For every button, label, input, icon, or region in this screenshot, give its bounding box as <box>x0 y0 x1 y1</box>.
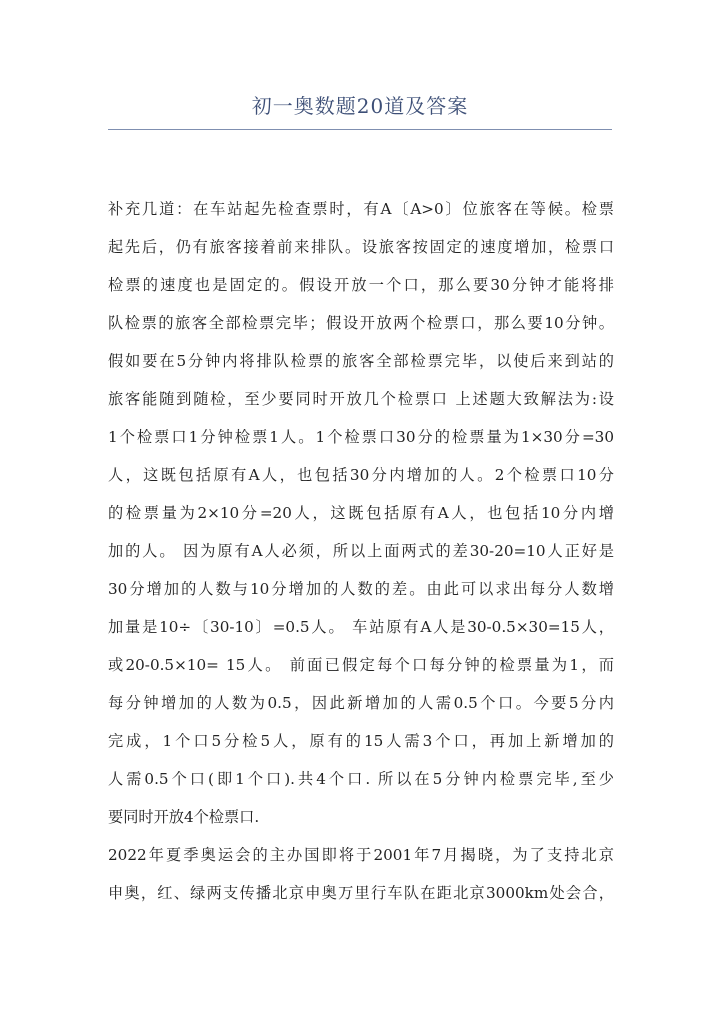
document-title: 初一奥数题20道及答案 <box>251 94 469 118</box>
title-divider <box>108 129 612 130</box>
text-line: 起先后，仍有旅客接着前来排队。设旅客按固定的速度增加，检票口 <box>108 238 614 256</box>
text-line: 加的人。 因为原有A人必须，所以上面两式的差30-20=10人正好是 <box>108 542 614 560</box>
text-line: 每分钟增加的人数为0.5，因此新增加的人需0.5个口。今要5分内 <box>108 694 614 712</box>
text-line: 队检票的旅客全部检票完毕；假设开放两个检票口，那么要10分钟。 <box>108 314 614 332</box>
text-line: 30分增加的人数与10分增加的人数的差。由此可以求出每分人数增 <box>108 580 614 598</box>
document-body <box>108 190 614 912</box>
text-line: 加量是10÷〔30-10〕=0.5人。 车站原有A人是30-0.5×30=15人， <box>108 618 614 636</box>
text-line: 人，这既包括原有A人，也包括30分内增加的人。2个检票口10分 <box>108 466 614 484</box>
text-line: 人需0.5个口(即1个口).共4个口. 所以在5分钟内检票完毕,至少 <box>108 770 614 788</box>
text-line: 申奥，红、绿两支传播北京申奥万里行车队在距北京3000km处会合， <box>108 884 614 902</box>
text-line: 检票的速度也是固定的。假设开放一个口，那么要30分钟才能将排 <box>108 276 614 294</box>
text-line: 完成，1个口5分检5人，原有的15人需3个口，再加上新增加的 <box>108 732 614 750</box>
text-line: 补充几道：在车站起先检查票时，有A〔A>0〕位旅客在等候。检票 <box>108 200 614 218</box>
text-line: 假如要在5分钟内将排队检票的旅客全部检票完毕，以使后来到站的 <box>108 352 614 370</box>
text-line: 2022年夏季奥运会的主办国即将于2001年7月揭晓，为了支持北京 <box>108 846 614 864</box>
text-line: 或20-0.5×10= 15人。 前面已假定每个口每分钟的检票量为1，而 <box>108 656 614 674</box>
text-line: 1个检票口1分钟检票1人。1个检票口30分的检票量为1×30分=30 <box>108 428 614 446</box>
text-line: 的检票量为2×10分=20人，这既包括原有A人，也包括10分内增 <box>108 504 614 522</box>
text-line: 旅客能随到随检，至少要同时开放几个检票口 上述题大致解法为:设 <box>108 390 614 408</box>
text-line: 要同时开放4个检票口. <box>108 808 260 826</box>
